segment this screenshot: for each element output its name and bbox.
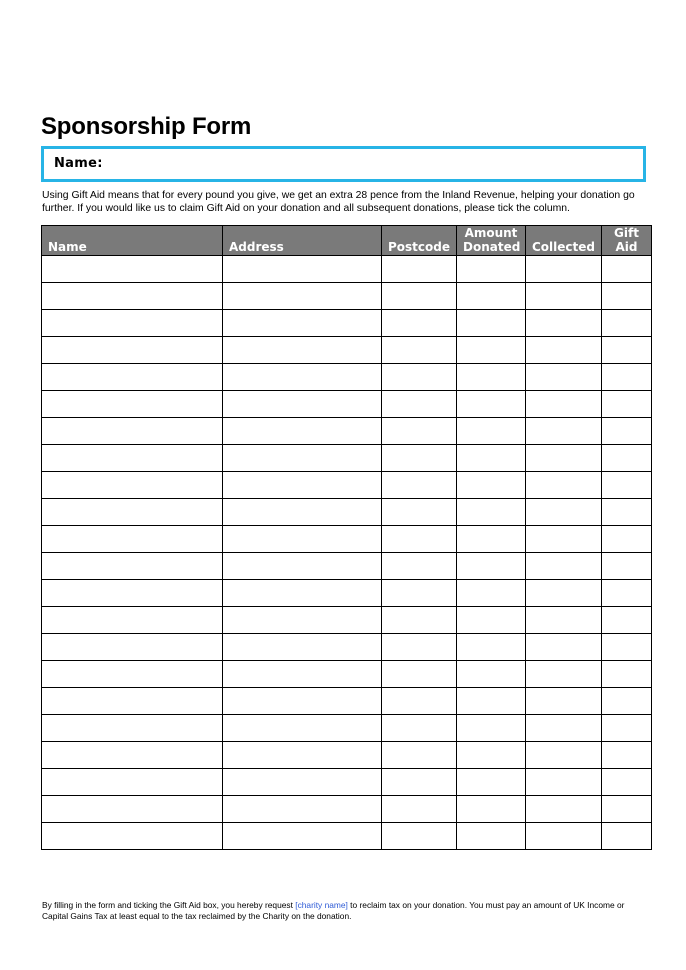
postcode-cell[interactable]: [382, 472, 457, 499]
postcode-cell[interactable]: [382, 445, 457, 472]
postcode-cell[interactable]: [382, 580, 457, 607]
postcode-cell[interactable]: [382, 715, 457, 742]
postcode-cell[interactable]: [382, 499, 457, 526]
name-field-box[interactable]: [41, 146, 646, 182]
amount-donated-cell[interactable]: [457, 715, 526, 742]
amount-donated-cell[interactable]: [457, 688, 526, 715]
table-row: [42, 823, 652, 850]
collected-cell[interactable]: [526, 823, 602, 850]
page-title: Sponsorship Form: [41, 113, 252, 140]
postcode-cell[interactable]: [382, 364, 457, 391]
collected-cell[interactable]: [526, 445, 602, 472]
gift-aid-cell[interactable]: [602, 391, 652, 418]
gift-aid-cell[interactable]: [602, 607, 652, 634]
collected-cell[interactable]: [526, 283, 602, 310]
gift-aid-cell[interactable]: [602, 418, 652, 445]
name-cell[interactable]: [42, 661, 223, 688]
collected-cell[interactable]: [526, 364, 602, 391]
collected-cell[interactable]: [526, 499, 602, 526]
postcode-cell[interactable]: [382, 796, 457, 823]
name-cell[interactable]: [42, 769, 223, 796]
amount-donated-cell[interactable]: [457, 283, 526, 310]
table-row: [42, 418, 652, 445]
address-cell[interactable]: [223, 553, 382, 580]
table-row: [42, 553, 652, 580]
name-cell[interactable]: [42, 823, 223, 850]
address-cell[interactable]: [223, 823, 382, 850]
table-row: [42, 337, 652, 364]
amount-donated-cell[interactable]: [457, 742, 526, 769]
collected-cell[interactable]: [526, 526, 602, 553]
amount-donated-cell[interactable]: [457, 823, 526, 850]
gift-aid-cell[interactable]: [602, 526, 652, 553]
name-cell[interactable]: [42, 580, 223, 607]
postcode-cell[interactable]: [382, 769, 457, 796]
address-cell[interactable]: [223, 661, 382, 688]
address-cell[interactable]: [223, 337, 382, 364]
gift-aid-declaration: By filling in the form and ticking the Gift Aid box, you hereby request [charity name] to reclaim tax on your donation. You must pay an amount of UK Income or Capital Gains Tax at least equal to the tax reclaimed by the Charity on the donation.: [42, 900, 625, 921]
name-cell[interactable]: [42, 391, 223, 418]
amount-donated-cell[interactable]: [457, 391, 526, 418]
address-cell[interactable]: [223, 499, 382, 526]
postcode-cell[interactable]: [382, 310, 457, 337]
amount-donated-cell[interactable]: [457, 445, 526, 472]
address-cell[interactable]: [223, 256, 382, 283]
gift-aid-cell[interactable]: [602, 445, 652, 472]
table-row: [42, 310, 652, 337]
name-cell[interactable]: [42, 796, 223, 823]
collected-cell[interactable]: [526, 715, 602, 742]
gift-aid-intro-text: Using Gift Aid means that for every pound you give, we get an extra 28 pence from the Inland Revenue, helping your donation go further. If you would like us to claim Gift Aid on your donation and all subsequent donations, please tick the column.: [42, 190, 635, 214]
column-header-amount-donated: Amount Donated: [457, 226, 526, 256]
address-cell[interactable]: [223, 445, 382, 472]
name-field-label: Name:: [54, 156, 103, 171]
name-cell[interactable]: [42, 445, 223, 472]
table-row: [42, 769, 652, 796]
collected-cell[interactable]: [526, 661, 602, 688]
postcode-cell[interactable]: [382, 823, 457, 850]
name-cell[interactable]: [42, 364, 223, 391]
gift-aid-cell[interactable]: [602, 553, 652, 580]
amount-donated-cell[interactable]: [457, 499, 526, 526]
amount-donated-cell[interactable]: [457, 310, 526, 337]
name-cell[interactable]: [42, 472, 223, 499]
gift-aid-cell[interactable]: [602, 256, 652, 283]
name-cell[interactable]: [42, 526, 223, 553]
name-cell[interactable]: [42, 553, 223, 580]
table-row: [42, 715, 652, 742]
address-cell[interactable]: [223, 769, 382, 796]
postcode-cell[interactable]: [382, 418, 457, 445]
postcode-cell[interactable]: [382, 553, 457, 580]
collected-cell[interactable]: [526, 310, 602, 337]
postcode-cell[interactable]: [382, 661, 457, 688]
column-header-name: Name: [42, 226, 223, 256]
postcode-cell[interactable]: [382, 526, 457, 553]
collected-cell[interactable]: [526, 337, 602, 364]
collected-cell[interactable]: [526, 634, 602, 661]
collected-cell[interactable]: [526, 769, 602, 796]
gift-aid-cell[interactable]: [602, 310, 652, 337]
table-row: [42, 256, 652, 283]
column-header-postcode: Postcode: [382, 226, 457, 256]
gift-aid-cell[interactable]: [602, 688, 652, 715]
gift-aid-cell[interactable]: [602, 364, 652, 391]
collected-cell[interactable]: [526, 418, 602, 445]
address-cell[interactable]: [223, 607, 382, 634]
name-cell[interactable]: [42, 499, 223, 526]
gift-aid-cell[interactable]: [602, 769, 652, 796]
column-header-collected: Collected: [526, 226, 602, 256]
address-cell[interactable]: [223, 391, 382, 418]
address-cell[interactable]: [223, 310, 382, 337]
postcode-cell[interactable]: [382, 337, 457, 364]
table-body: [42, 256, 652, 850]
gift-aid-cell[interactable]: [602, 283, 652, 310]
amount-donated-cell[interactable]: [457, 337, 526, 364]
table-row: [42, 580, 652, 607]
postcode-cell[interactable]: [382, 742, 457, 769]
gift-aid-cell[interactable]: [602, 580, 652, 607]
gift-aid-cell[interactable]: [602, 715, 652, 742]
table-row: [42, 283, 652, 310]
table-row: [42, 634, 652, 661]
name-cell[interactable]: [42, 715, 223, 742]
address-cell[interactable]: [223, 796, 382, 823]
collected-cell[interactable]: [526, 256, 602, 283]
table-row: [42, 742, 652, 769]
table-row: [42, 688, 652, 715]
address-cell[interactable]: [223, 472, 382, 499]
address-cell[interactable]: [223, 418, 382, 445]
address-cell[interactable]: [223, 364, 382, 391]
gift-aid-cell[interactable]: [602, 472, 652, 499]
column-header-gift-aid: Gift Aid: [602, 226, 652, 256]
address-cell[interactable]: [223, 634, 382, 661]
amount-donated-cell[interactable]: [457, 634, 526, 661]
collected-cell[interactable]: [526, 391, 602, 418]
table-row: [42, 499, 652, 526]
collected-cell[interactable]: [526, 742, 602, 769]
charity-name-placeholder: [charity name]: [295, 900, 348, 910]
gift-aid-cell[interactable]: [602, 337, 652, 364]
amount-donated-cell[interactable]: [457, 526, 526, 553]
address-cell[interactable]: [223, 715, 382, 742]
name-cell[interactable]: [42, 256, 223, 283]
name-cell[interactable]: [42, 742, 223, 769]
collected-cell[interactable]: [526, 580, 602, 607]
sponsorship-table: [41, 225, 652, 850]
postcode-cell[interactable]: [382, 607, 457, 634]
collected-cell[interactable]: [526, 472, 602, 499]
name-cell[interactable]: [42, 337, 223, 364]
gift-aid-cell[interactable]: [602, 742, 652, 769]
name-cell[interactable]: [42, 607, 223, 634]
gift-aid-cell[interactable]: [602, 823, 652, 850]
name-cell[interactable]: [42, 688, 223, 715]
address-cell[interactable]: [223, 580, 382, 607]
table-row: [42, 796, 652, 823]
table-row: [42, 391, 652, 418]
name-cell[interactable]: [42, 634, 223, 661]
amount-donated-cell[interactable]: [457, 364, 526, 391]
table-row: [42, 607, 652, 634]
amount-donated-cell[interactable]: [457, 472, 526, 499]
amount-donated-cell[interactable]: [457, 418, 526, 445]
address-cell[interactable]: [223, 688, 382, 715]
name-cell[interactable]: [42, 310, 223, 337]
postcode-cell[interactable]: [382, 634, 457, 661]
address-cell[interactable]: [223, 742, 382, 769]
table-row: [42, 526, 652, 553]
collected-cell[interactable]: [526, 553, 602, 580]
address-cell[interactable]: [223, 526, 382, 553]
gift-aid-cell[interactable]: [602, 796, 652, 823]
amount-donated-cell[interactable]: [457, 580, 526, 607]
postcode-cell[interactable]: [382, 256, 457, 283]
table-row: [42, 364, 652, 391]
amount-donated-cell[interactable]: [457, 607, 526, 634]
address-cell[interactable]: [223, 283, 382, 310]
postcode-cell[interactable]: [382, 283, 457, 310]
name-cell[interactable]: [42, 283, 223, 310]
collected-cell[interactable]: [526, 796, 602, 823]
amount-donated-cell[interactable]: [457, 661, 526, 688]
gift-aid-cell[interactable]: [602, 634, 652, 661]
table-row: [42, 661, 652, 688]
column-header-address: Address: [223, 226, 382, 256]
table-row: [42, 445, 652, 472]
gift-aid-cell[interactable]: [602, 661, 652, 688]
postcode-cell[interactable]: [382, 688, 457, 715]
collected-cell[interactable]: [526, 607, 602, 634]
collected-cell[interactable]: [526, 688, 602, 715]
amount-donated-cell[interactable]: [457, 769, 526, 796]
table-header-row: [42, 226, 652, 256]
amount-donated-cell[interactable]: [457, 796, 526, 823]
gift-aid-cell[interactable]: [602, 499, 652, 526]
amount-donated-cell[interactable]: [457, 256, 526, 283]
postcode-cell[interactable]: [382, 391, 457, 418]
table-row: [42, 472, 652, 499]
name-cell[interactable]: [42, 418, 223, 445]
amount-donated-cell[interactable]: [457, 553, 526, 580]
